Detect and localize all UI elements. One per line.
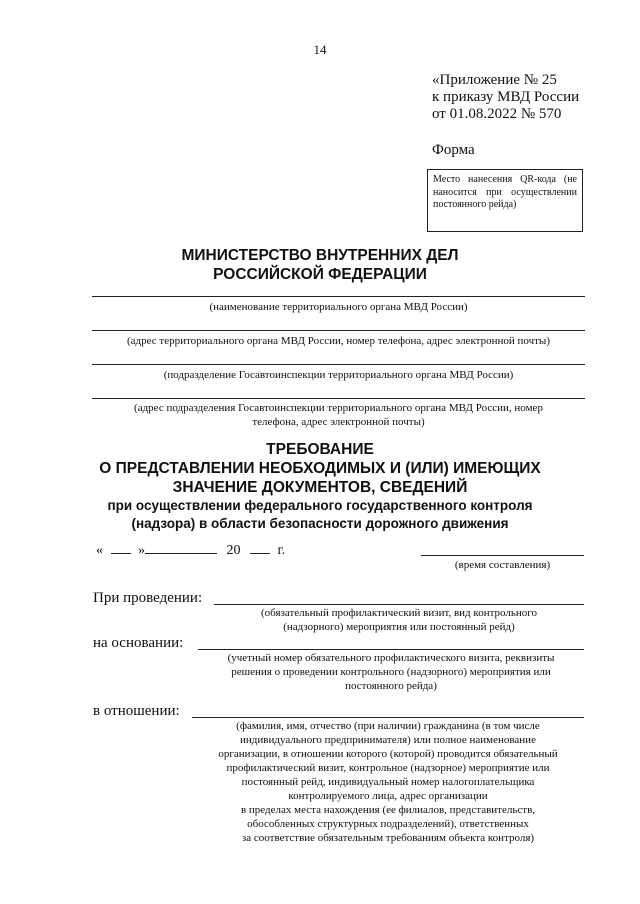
qr-note-text: Место нанесения QR-кода (не наносится при осуществлении постоянного рейда) [433, 174, 577, 210]
conducting-caption-line-2: (надзорного) мероприятия или постоянный рейд) [283, 621, 515, 633]
basis-caption [198, 651, 584, 693]
regarding-caption-line: обособленных структурных подразделений), ответственных [247, 818, 529, 830]
regarding-caption-line: индивидуального предпринимателя) или полное наименование [240, 734, 536, 746]
qr-code-placeholder-box [427, 169, 583, 232]
regarding-caption-line: контролируемого лица, адрес организации [288, 790, 488, 802]
gai-address-field[interactable] [92, 398, 585, 399]
date-year-field[interactable] [250, 541, 270, 554]
territorial-organ-field[interactable] [92, 296, 585, 297]
page-number: 14 [313, 42, 327, 57]
regarding-caption-line: организации, в отношении которого (которой) проводится обязательный [218, 748, 558, 760]
title-line-4: при осуществлении федерального государственного контроля [107, 498, 533, 513]
date-month-field[interactable] [145, 541, 217, 554]
regarding-caption-line: профилактический визит, контрольное (надзорное) мероприятие или [226, 762, 550, 774]
gai-division-caption: (подразделение Госавтоинспекции территориального органа МВД России) [163, 369, 514, 381]
date-open-quote: « [96, 543, 103, 558]
basis-caption-line-2: решения о проведении контрольного (надзорного) мероприятия или [231, 666, 551, 678]
regarding-caption-line: постоянный рейд, индивидуальный номер налогоплательщика [241, 776, 535, 788]
form-label: Форма [432, 142, 475, 158]
basis-caption-line-3: постоянного рейда) [345, 680, 437, 692]
document-title [0, 440, 640, 533]
title-line-1: ТРЕБОВАНИЕ [266, 441, 374, 458]
regarding-caption-line: за соответствие обязательным требованиям объекта контроля) [241, 832, 535, 844]
organ-address-field[interactable] [92, 330, 585, 331]
appendix-line-2: к приказу МВД России [432, 89, 580, 105]
ministry-heading [0, 246, 640, 284]
title-line-5: (надзора) в области безопасности дорожного движения [131, 516, 509, 531]
date-day-field[interactable] [111, 541, 131, 554]
gai-address-caption [92, 401, 585, 429]
regarding-caption-line: (фамилия, имя, отчество (при наличии) гражданина (в том числе [236, 720, 540, 732]
gai-division-field[interactable] [92, 364, 585, 365]
title-line-2: О ПРЕДСТАВЛЕНИИ НЕОБХОДИМЫХ И (ИЛИ) ИМЕЮЩИХ [99, 460, 541, 477]
time-caption: (время составления) [454, 559, 551, 571]
gai-address-caption-line-1: (адрес подразделения Госавтоинспекции территориального органа МВД России, номер [134, 402, 543, 414]
conducting-caption [214, 606, 584, 634]
time-field[interactable] [421, 555, 584, 556]
date-year-prefix: 20 [226, 543, 241, 558]
regarding-caption [192, 719, 584, 845]
territorial-organ-caption: (наименование территориального органа МВД России) [209, 301, 468, 313]
ministry-line-1: МИНИСТЕРСТВО ВНУТРЕННИХ ДЕЛ [181, 247, 459, 264]
regarding-label: в отношении: [93, 703, 180, 719]
title-line-3: ЗНАЧЕНИЕ ДОКУМЕНТОВ, СВЕДЕНИЙ [172, 479, 468, 496]
gai-address-caption-line-2: телефона, адрес электронной почты) [252, 416, 425, 428]
organ-address-caption: (адрес территориального органа МВД России, номер телефона, адрес электронной почты) [126, 335, 550, 347]
conducting-label: При проведении: [93, 590, 203, 606]
conducting-caption-line-1: (обязательный профилактический визит, вид контрольного [260, 607, 538, 619]
basis-field[interactable] [198, 649, 584, 650]
date-line [96, 541, 285, 559]
conducting-field[interactable] [214, 604, 584, 605]
regarding-caption-line: в пределах места нахождения (ее филиалов, представительств, [240, 804, 536, 816]
appendix-line-3: от 01.08.2022 № 570 [432, 106, 562, 122]
appendix-line-1: «Приложение № 25 [432, 72, 557, 88]
appendix-header [432, 72, 579, 123]
basis-label: на основании: [93, 635, 184, 651]
regarding-field[interactable] [192, 717, 584, 718]
ministry-line-2: РОССИЙСКОЙ ФЕДЕРАЦИИ [213, 266, 427, 283]
date-year-suffix: г. [277, 543, 286, 558]
date-close-quote: » [138, 543, 145, 558]
basis-caption-line-1: (учетный номер обязательного профилактического визита, реквизиты [227, 652, 555, 664]
